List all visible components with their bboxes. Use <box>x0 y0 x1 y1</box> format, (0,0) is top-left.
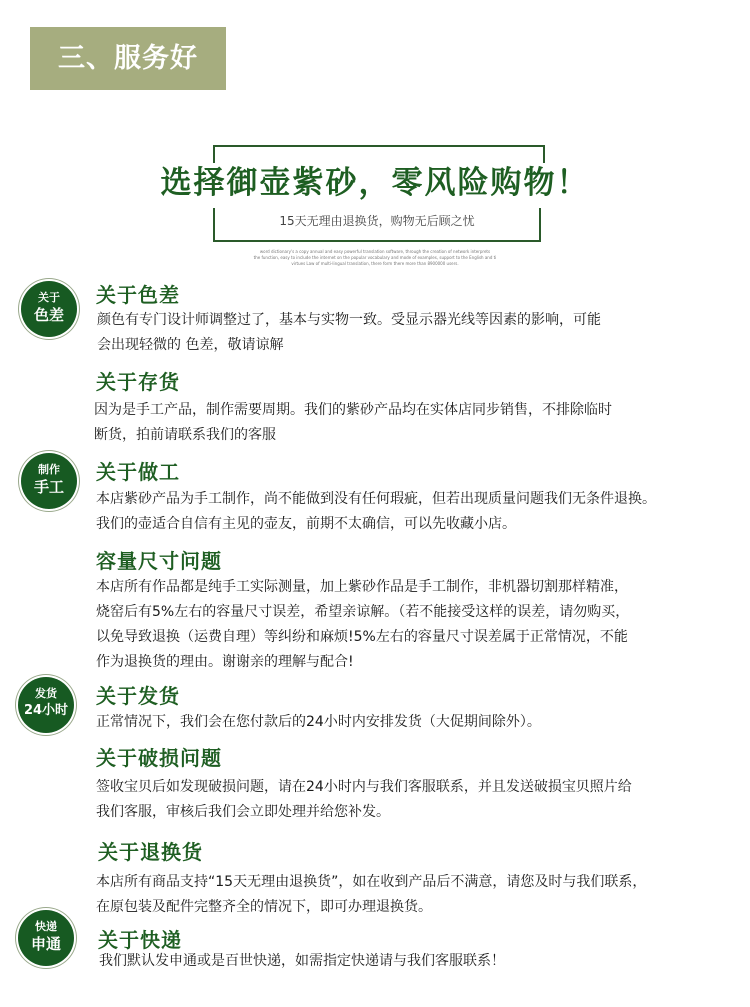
badge-color-difference <box>21 281 77 337</box>
fine-print-line: the function, easy to include the internet on the popular vocabulary and mode of examples, support to the English and ti <box>253 255 497 260</box>
section-text-line: 在原包装及配件完整齐全的情况下，即可办理退换货。 <box>96 899 432 915</box>
section-text-line: 本店所有作品都是纯手工实际测量，加上紫砂作品是手工制作，非机器切割那样精准， <box>96 579 628 595</box>
section-heading: 关于存货 <box>96 370 180 394</box>
fine-print-line: word dictionary's a copy annual and easy powerful translation software, through the creation of network interprets <box>259 249 491 254</box>
section-banner: 三、服务好 <box>30 27 226 90</box>
title-frame-bottom <box>213 240 541 242</box>
badge-line1: 制作 <box>38 463 60 476</box>
section-text-line: 我们客服，审核后我们会立即处理并给您补发。 <box>96 804 390 820</box>
badge-line2: 手工 <box>33 478 64 496</box>
section-heading: 关于退换货 <box>98 840 203 864</box>
badge-handmade <box>21 453 77 509</box>
badge-line1: 关于 <box>38 291 60 304</box>
badge-line2: 色差 <box>33 306 64 324</box>
badge-line2: 申通 <box>30 935 61 953</box>
section-text-line: 本店紫砂产品为手工制作，尚不能做到没有任何瑕疵，但若出现质量问题我们无条件退换。 <box>96 491 656 507</box>
section-text-line: 会出现轻微的 色差，敬请谅解 <box>97 337 284 353</box>
page-subtitle: 15天无理由退换货，购物无后顾之忧 <box>279 214 475 228</box>
section-text-line: 颜色有专门设计师调整过了，基本与实物一致。受显示器光线等因素的影响，可能 <box>97 312 601 328</box>
section-text-line: 断货，拍前请联系我们的客服 <box>94 427 276 443</box>
section-text-line: 我们的壶适合自信有主见的壶友，前期不太确信，可以先收藏小店。 <box>96 516 516 532</box>
page-title: 选择御壶紫砂，零风险购物！ <box>160 165 590 201</box>
badge-line2: 24小时 <box>23 703 69 718</box>
section-text-line: 作为退换货的理由。谢谢亲的理解与配合! <box>96 654 354 670</box>
section-text-line: 签收宝贝后如发现破损问题，请在24小时内与我们客服联系，并且发送破损宝贝照片给 <box>96 779 632 795</box>
section-heading: 容量尺寸问题 <box>96 549 222 573</box>
section-text-line: 以免导致退换（运费自理）等纠纷和麻烦!5%左右的容量尺寸误差属于正常情况，不能 <box>96 629 628 645</box>
section-heading: 关于发货 <box>96 684 180 708</box>
badge-line1: 快递 <box>35 920 57 933</box>
section-text-line: 烧窑后有5%左右的容量尺寸误差，希望亲谅解。（若不能接受这样的误差，请勿购买， <box>96 604 630 620</box>
section-heading: 关于色差 <box>96 283 180 307</box>
title-frame-right <box>539 208 541 242</box>
fine-print-line: virtues Law of multi-lingual translation, there form there more than 8900000 users. <box>291 261 459 266</box>
section-heading: 关于做工 <box>96 460 180 484</box>
badge-shipping-24h <box>18 677 74 733</box>
section-text-line: 本店所有商品支持“15天无理由退换货”，如在收到产品后不满意，请您及时与我们联系， <box>96 874 647 890</box>
section-text-line: 我们默认发申通或是百世快递，如需指定快递请与我们客服联系！ <box>99 953 505 969</box>
badge-line1: 发货 <box>35 687 57 700</box>
section-heading: 关于快递 <box>98 928 182 952</box>
badge-express-sto <box>18 910 74 966</box>
section-heading: 关于破损问题 <box>96 746 222 770</box>
section-text-line: 正常情况下，我们会在您付款后的24小时内安排发货（大促期间除外）。 <box>96 714 541 730</box>
section-text-line: 因为是手工产品，制作需要周期。我们的紫砂产品均在实体店同步销售，不排除临时 <box>94 402 612 418</box>
